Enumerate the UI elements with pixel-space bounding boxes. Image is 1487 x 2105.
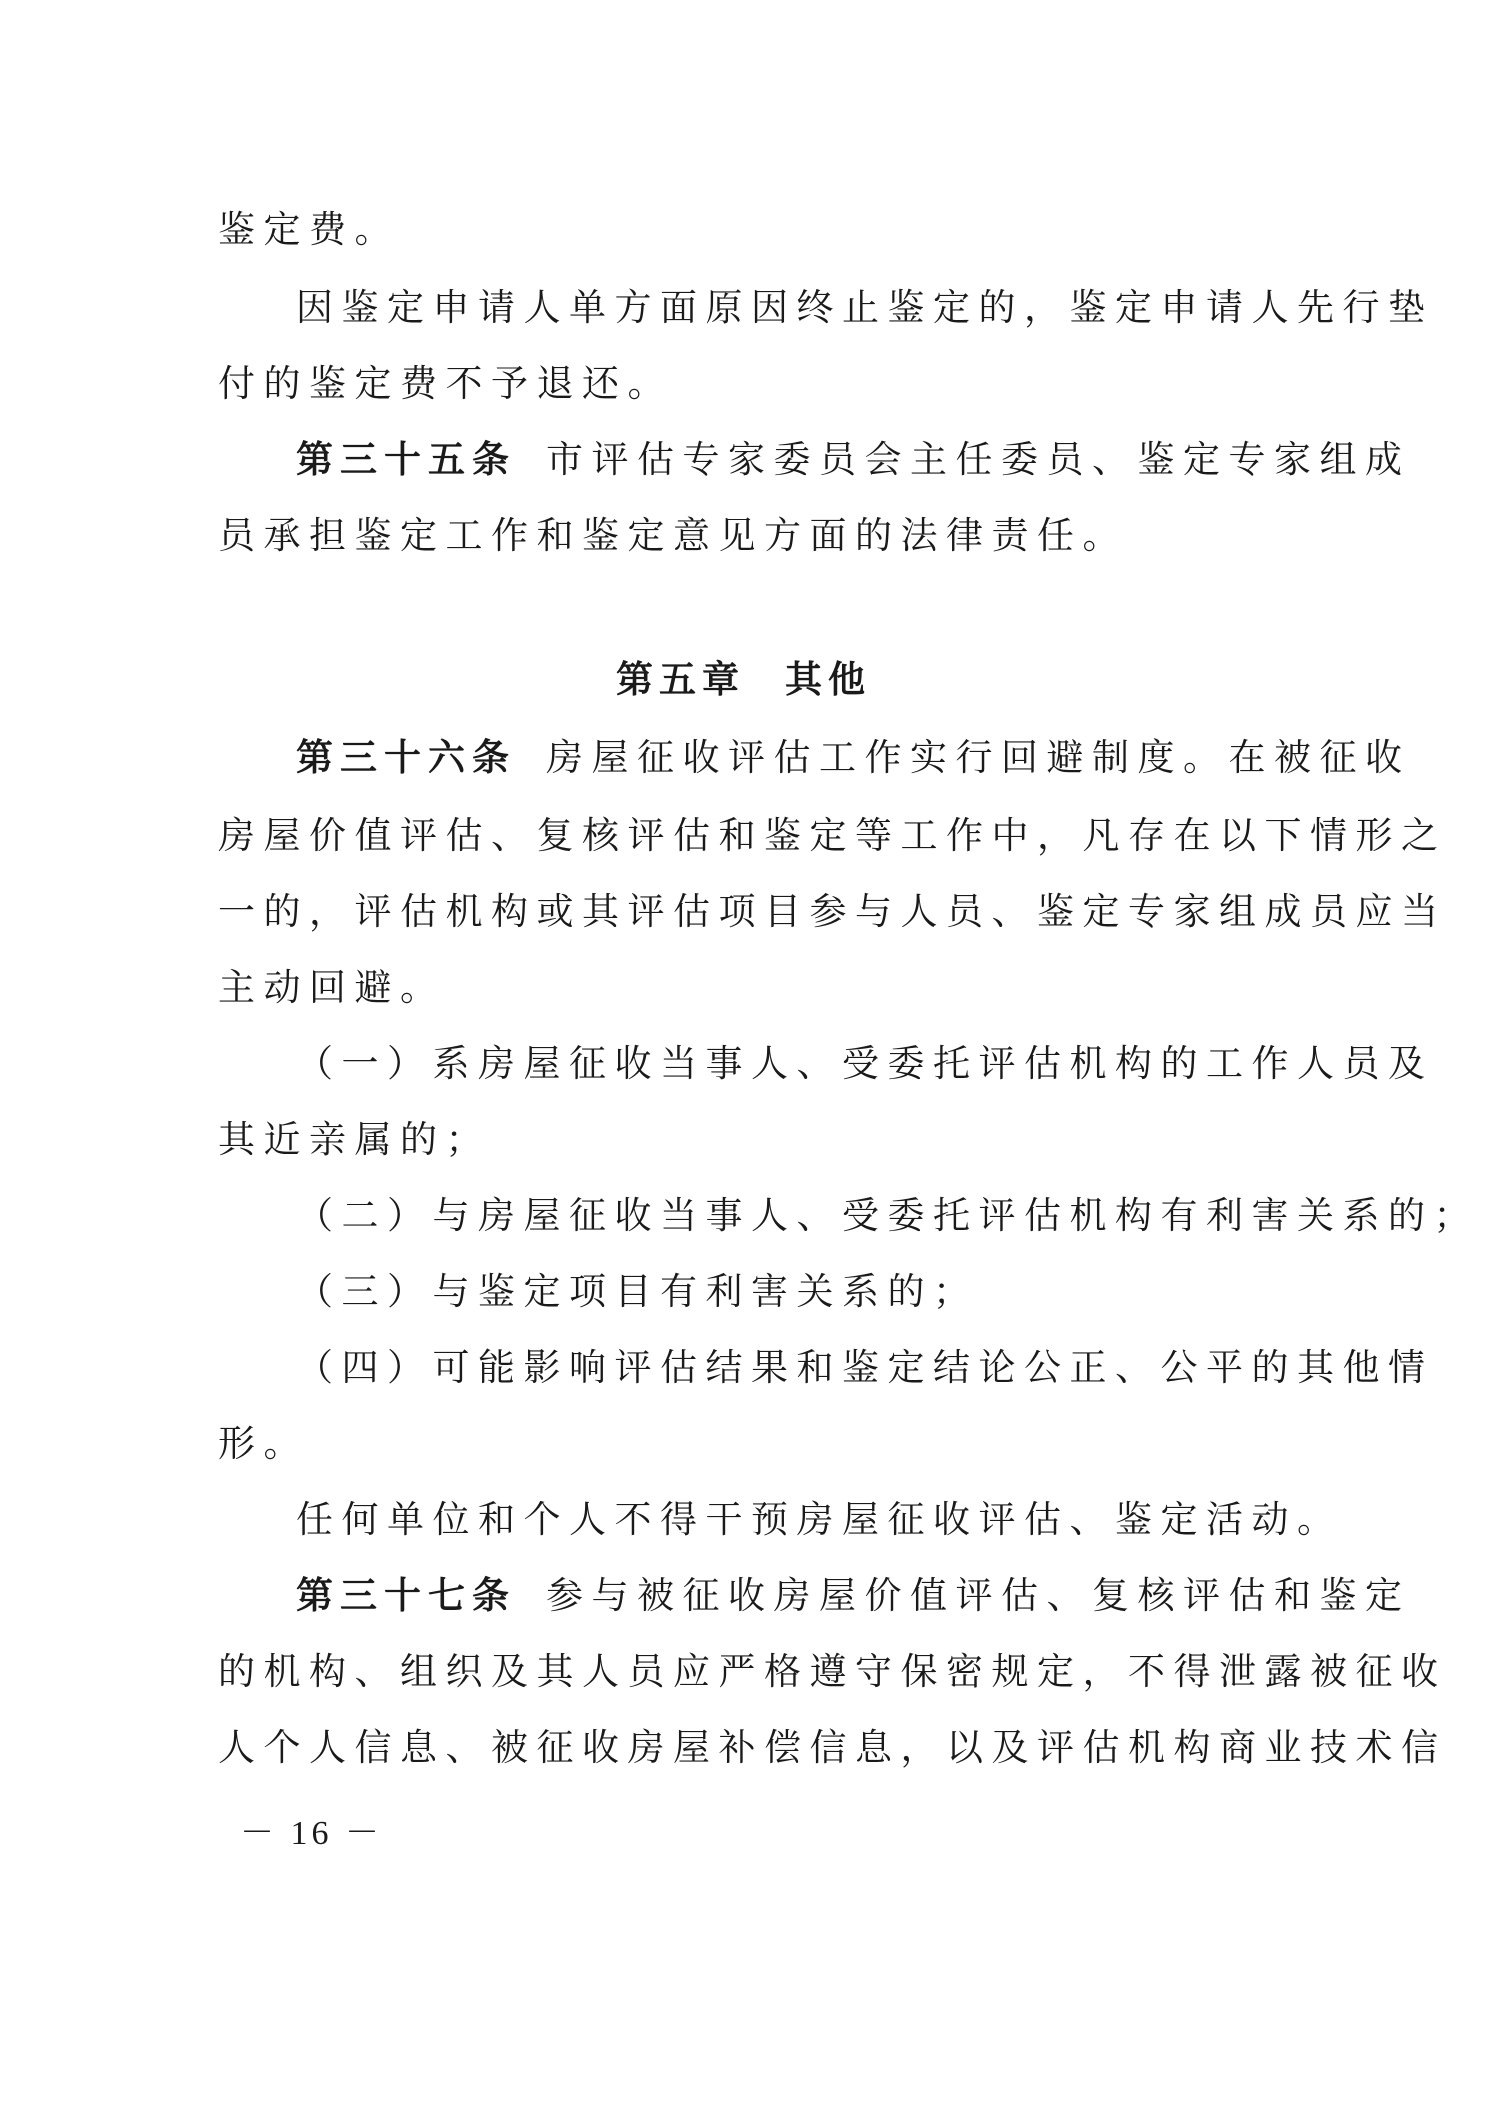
text-line: 因鉴定申请人单方面原因终止鉴定的，鉴定申请人先行垫 (296, 286, 1434, 329)
text-line: 付的鉴定费不予退还。 (218, 362, 673, 405)
article-37-line (296, 1572, 1411, 1620)
article-37-heading: 第三十七条 (296, 1574, 516, 1617)
chapter-heading (0, 656, 1487, 704)
article-36-heading: 第三十六条 (296, 736, 516, 779)
text-line: 的机构、组织及其人员应严格遵守保密规定，不得泄露被征收 (218, 1650, 1447, 1693)
text-line: （三）与鉴定项目有利害关系的； (296, 1270, 979, 1313)
text-line: （四）可能影响评估结果和鉴定结论公正、公平的其他情 (296, 1346, 1434, 1389)
chapter-title: 其他 (785, 658, 871, 701)
text-line: 人个人信息、被征收房屋补偿信息，以及评估机构商业技术信 (218, 1726, 1447, 1769)
text-line: 房屋价值评估、复核评估和鉴定等工作中，凡存在以下情形之 (218, 814, 1447, 857)
text-line: 员承担鉴定工作和鉴定意见方面的法律责任。 (218, 514, 1128, 557)
text-line: 任何单位和个人不得干预房屋征收评估、鉴定活动。 (296, 1498, 1343, 1541)
chapter-number: 第五章 (616, 658, 745, 701)
article-35-line (296, 436, 1411, 484)
article-35-heading: 第三十五条 (296, 438, 516, 481)
text-line: 鉴定费。 (218, 208, 400, 251)
text-line: 形。 (218, 1422, 309, 1465)
text-span: 市评估专家委员会主任委员、鉴定专家组成 (546, 438, 1411, 481)
page-number: － 16 － (240, 1815, 383, 1852)
text-span: 参与被征收房屋价值评估、复核评估和鉴定 (546, 1574, 1411, 1617)
text-line: 主动回避。 (218, 966, 446, 1009)
text-line: 其近亲属的； (218, 1118, 491, 1161)
text-line: 一的，评估机构或其评估项目参与人员、鉴定专家组成员应当 (218, 890, 1447, 933)
article-36-line (296, 734, 1411, 782)
text-line: （二）与房屋征收当事人、受委托评估机构有利害关系的； (296, 1194, 1479, 1237)
text-span: 房屋征收评估工作实行回避制度。在被征收 (546, 736, 1411, 779)
text-line: （一）系房屋征收当事人、受委托评估机构的工作人员及 (296, 1042, 1434, 1085)
